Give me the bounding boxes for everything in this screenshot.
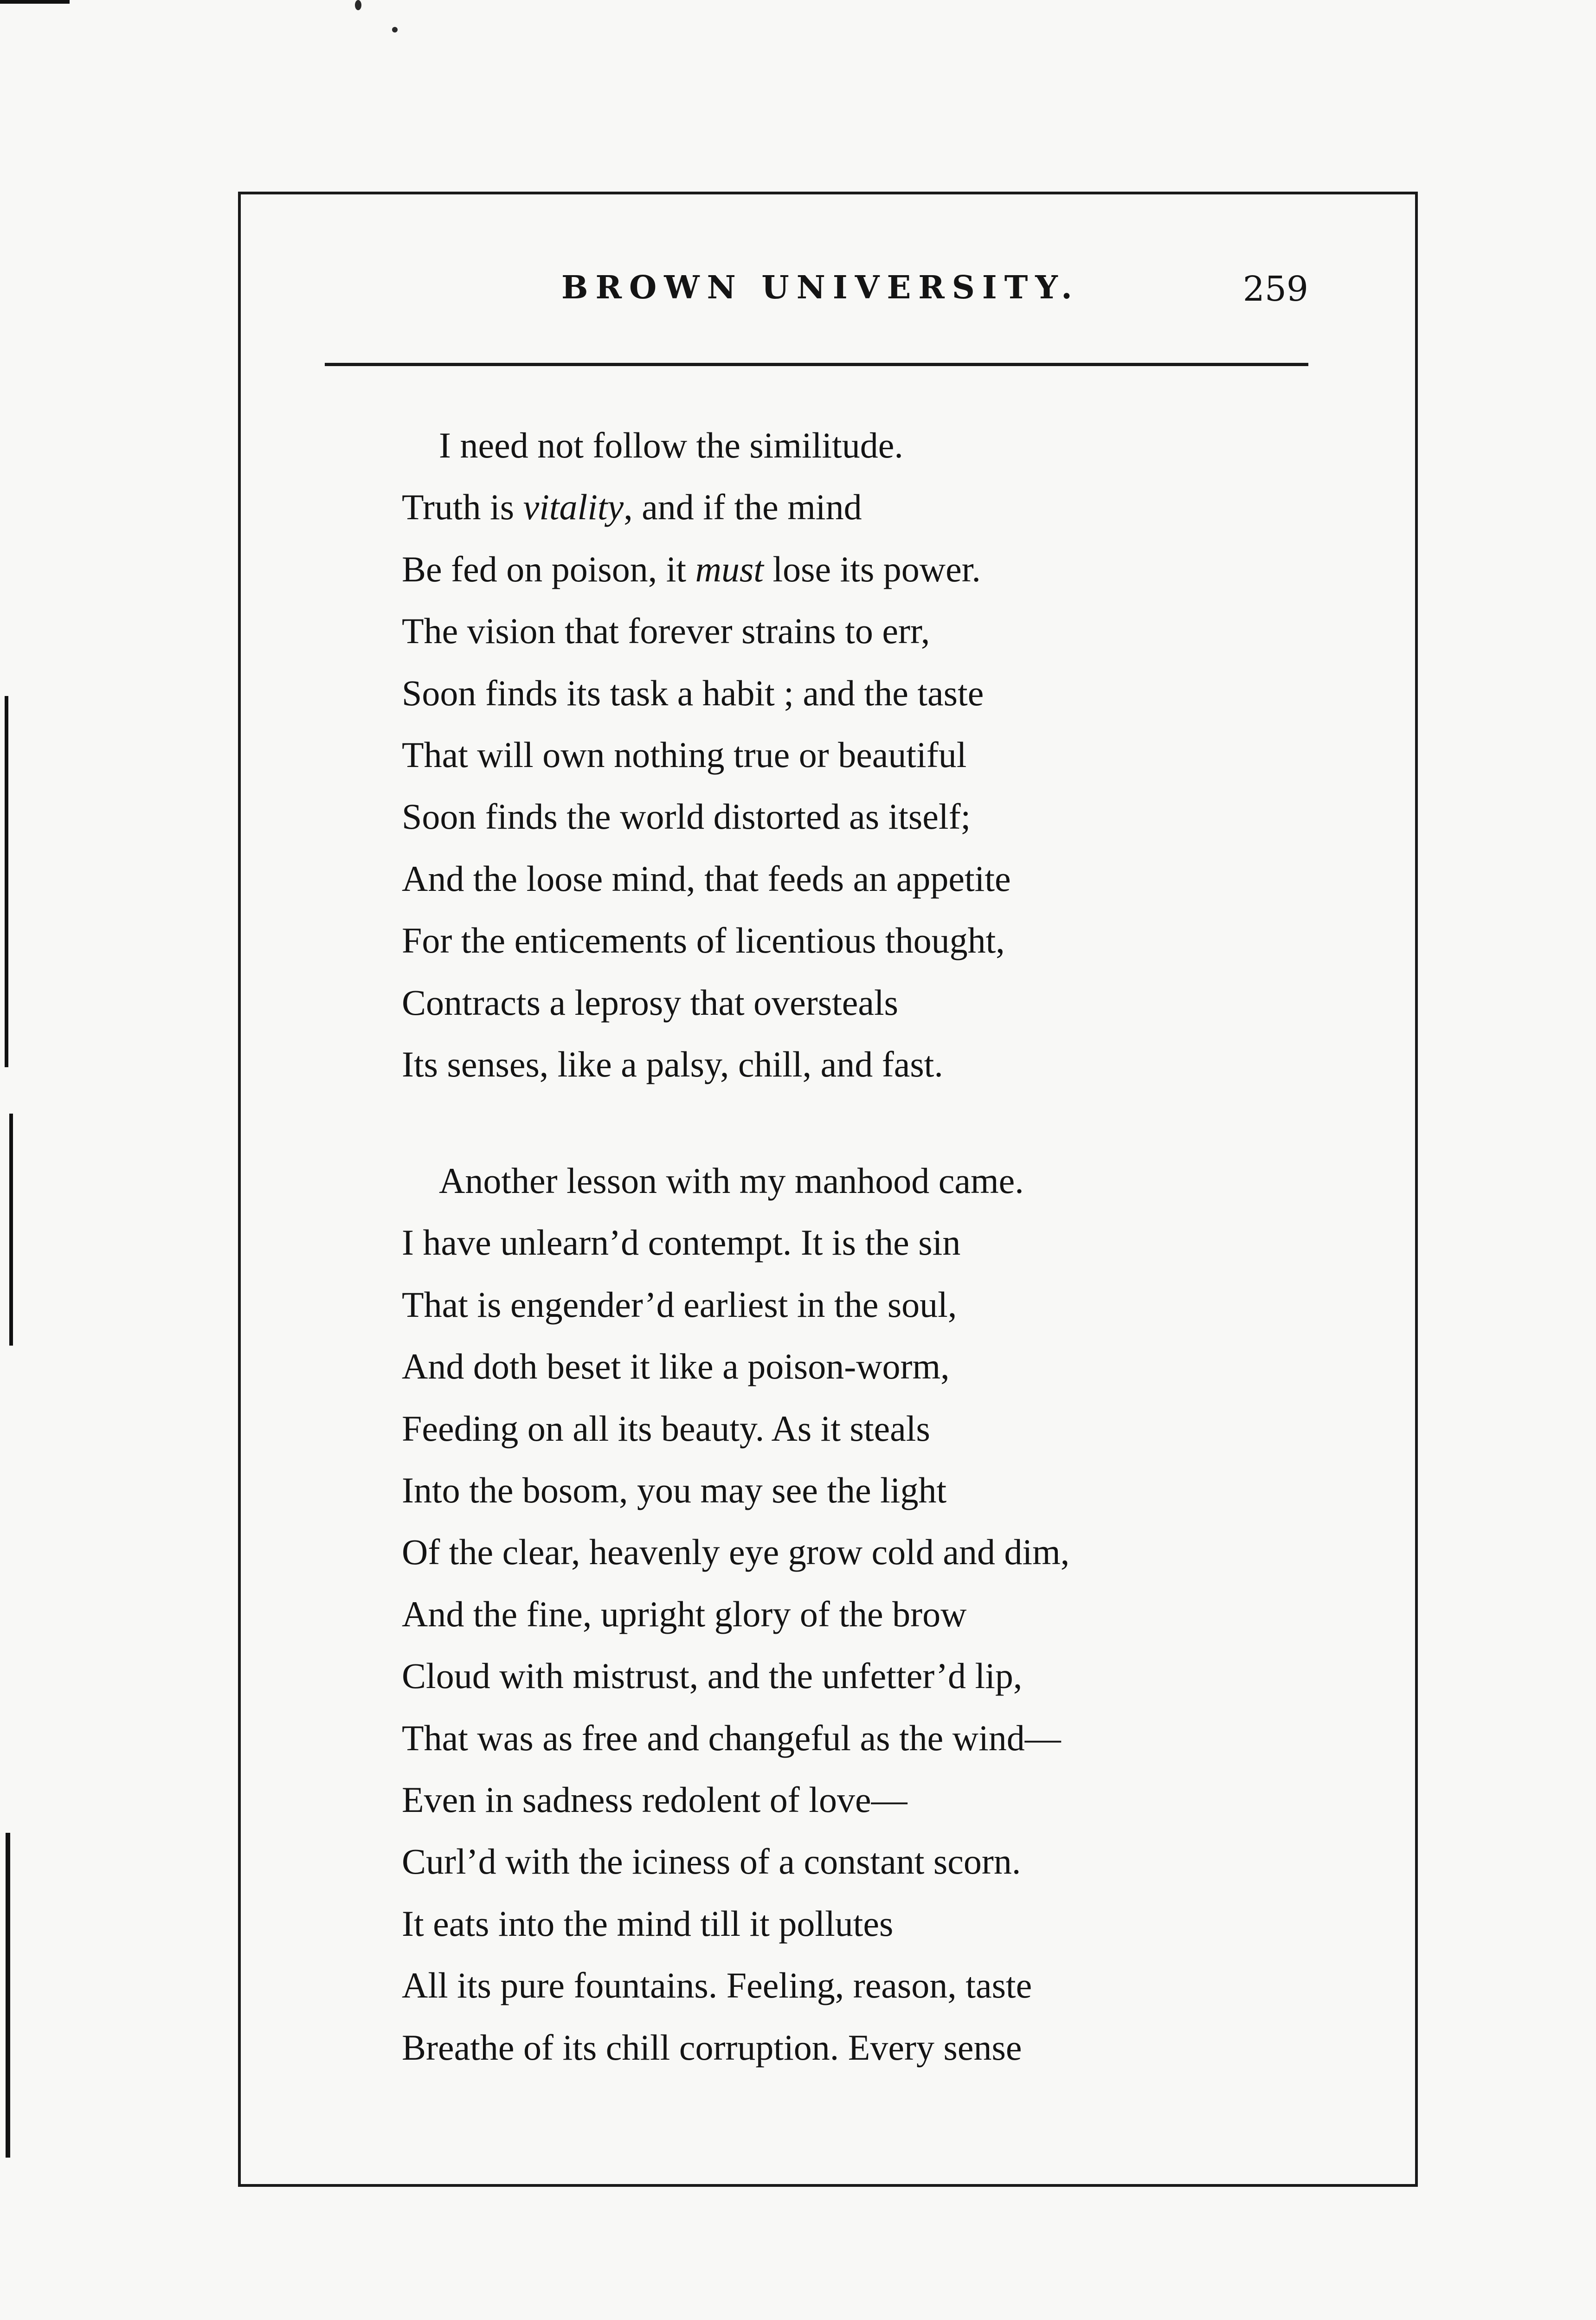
line-segment: Truth is [402,487,523,528]
poem-line: Soon finds the world distorted as itself; [402,796,971,837]
poem-line: Into the bosom, you may see the light [402,1470,947,1511]
poem-line: Even in sadness redolent of love— [402,1779,907,1820]
italic-word: vitality [523,487,624,528]
scan-edge-mark [5,696,8,1067]
scan-edge-mark [0,0,70,4]
scan-speck [355,0,361,10]
running-title: BROWN UNIVERSITY. [561,269,1080,306]
header-rule [325,363,1308,366]
poem-line: Its senses, like a palsy, chill, and fast. [402,1044,943,1085]
poem-line: I have unlearn’d contempt. It is the sin [402,1222,961,1263]
stanza-2 [402,1150,1069,2078]
scan-speck [392,27,398,32]
poem-line: All its pure fountains. Feeling, reason, taste [402,1965,1032,2006]
scan-edge-mark [9,1114,13,1346]
poem-line: Another lesson with my manhood came. [439,1160,1024,1201]
line-segment: Be fed on poison, it [402,548,695,589]
poem-line: Soon finds its task a habit ; and the taste [402,672,984,713]
poem-line: Breathe of its chill corruption. Every sense [402,2027,1022,2068]
poem-line [402,538,1011,600]
poem-line: The vision that forever strains to err, [402,611,930,651]
poem-line: That is engender’d earliest in the soul, [402,1284,957,1325]
italic-word: must [695,548,764,589]
running-head [325,269,1308,325]
poem-line: And the fine, upright glory of the brow [402,1593,967,1634]
poem-line: Curl’d with the iciness of a constant scorn. [402,1841,1021,1882]
poem-line: Of the clear, heavenly eye grow cold and dim, [402,1532,1070,1572]
line-segment: lose its power. [763,548,981,589]
poem-line: I need not follow the similitude. [439,425,903,465]
poem-line: And the loose mind, that feeds an appetite [402,858,1011,899]
line-segment: , and if the mind [624,487,862,528]
stanza-1 [402,414,1011,1095]
poem-line: Cloud with mistrust, and the unfetter’d lip, [402,1656,1023,1696]
poem-line: And doth beset it like a poison-worm, [402,1346,950,1387]
poem-line [402,476,1011,538]
poem-line: That was as free and changeful as the wind— [402,1717,1061,1758]
poem-line: Feeding on all its beauty. As it steals [402,1408,930,1449]
poem-line: It eats into the mind till it pollutes [402,1903,894,1944]
scan-edge-mark [6,1833,10,2158]
poem-line: That will own nothing true or beautiful [402,735,967,775]
page-number: 259 [1242,269,1308,309]
poem-line: For the enticements of licentious thought, [402,920,1005,961]
poem-line: Contracts a leprosy that oversteals [402,982,899,1023]
